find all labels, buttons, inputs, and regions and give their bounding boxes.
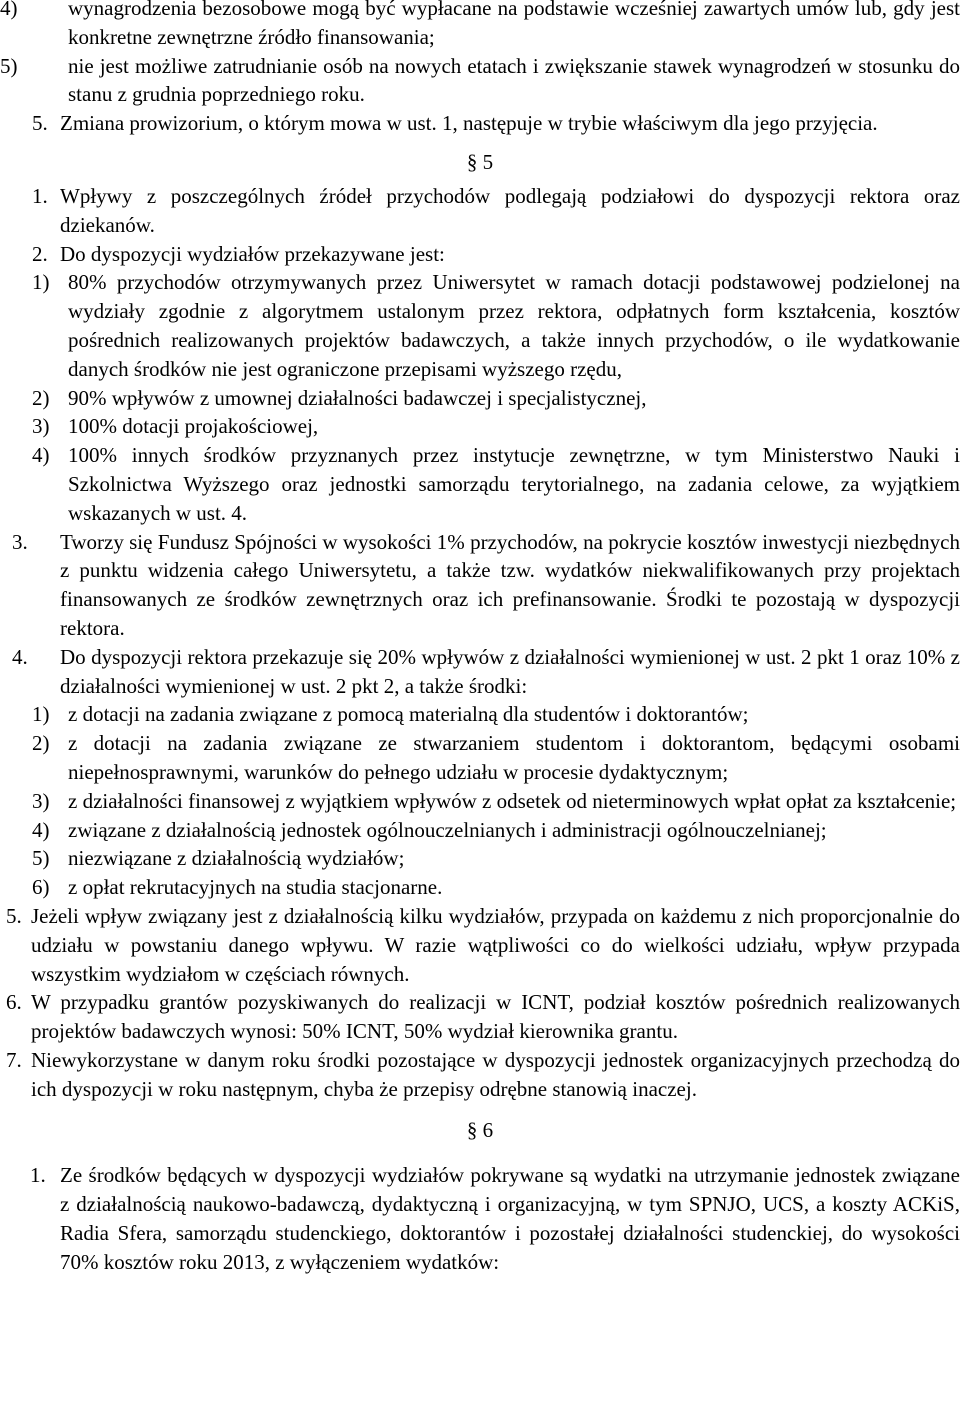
list-item-text: 100% innych środków przyznanych przez instytucje zewnętrzne, w tym Ministerstwo Nauki i Szkolnictwa Wyższego oraz jednostki samorządu terytorialnego, na zadania celowe, za wyjątkiem wskazanych w ust. 4. (68, 443, 960, 525)
point-text: Do dyspozycji wydziałów przekazywane jest: (60, 241, 445, 266)
list-item-number: 2) (32, 385, 50, 410)
numbered-point (0, 182, 960, 240)
point-number: 6. (6, 990, 22, 1015)
section-heading (0, 138, 960, 182)
list-item (0, 412, 960, 441)
list-item-number: 4) (32, 443, 50, 468)
list-item-number: 1) (32, 702, 50, 727)
numbered-point (0, 902, 960, 988)
point-text: Niewykorzystane w danym roku środki pozostające w dyspozycji jednostek organizacyjnych przechodzą do ich dyspozycji w roku następnym, chyba że przepisy odrębne stanowią inaczej. (31, 1047, 960, 1101)
list-item (0, 873, 960, 902)
list-item-number: 2) (32, 731, 50, 756)
numbered-point (0, 1046, 960, 1104)
list-item (0, 816, 960, 845)
list-item-text: nie jest możliwe zatrudnianie osób na nowych etatach i zwiększanie stawek wynagrodzeń w stosunku do stanu z grudnia poprzedniego roku. (68, 53, 960, 107)
list-item-number: 6) (32, 875, 50, 900)
section-sign-icon: § (466, 149, 478, 174)
point-text: Tworzy się Fundusz Spójności w wysokości 1% przychodów, na pokrycie kosztów inwestycji niezbędnych z punktu widzenia całego Uniwersytetu, a także tzw. wydatków niekwalifikowanych przy projektach finansowanych ze środków zewnętrznych oraz ich prefinansowanie. Środki te pozostają w dyspozycji rektora. (60, 529, 960, 640)
list-item-text: 100% dotacji projakościowej, (68, 414, 319, 439)
list-item-number: 4) (32, 817, 50, 842)
section-heading (0, 1103, 960, 1161)
list-item (0, 441, 960, 527)
list-item-text: z działalności finansowej z wyjątkiem wpływów z odsetek od nieterminowych wpłat opłat za kształcenie; (68, 788, 957, 813)
list-item-number: 5) (32, 846, 50, 871)
list-item (0, 729, 960, 787)
list-item (0, 700, 960, 729)
list-item (0, 0, 960, 52)
list-item (0, 52, 960, 110)
list-item (0, 844, 960, 873)
numbered-point (0, 109, 960, 138)
point-text: Do dyspozycji rektora przekazuje się 20% wpływów z działalności wymienionej w ust. 2 pkt 1 oraz 10% z działalności wymienionej w ust. 2 pkt 2, a także środki: (60, 644, 960, 698)
numbered-point (0, 240, 960, 269)
point-text: Jeżeli wpływ związany jest z działalnością kilku wydziałów, przypada on każdemu z nich proporcjonalnie do udziału w powstaniu danego wpływu. W razie wątpliwości co do wielkości udziału, wpływ przypada wszystkim wydziałom w częściach równych. (31, 903, 960, 986)
list-item-text: z opłat rekrutacyjnych na studia stacjonarne. (68, 875, 443, 900)
list-item-text: z dotacji na zadania związane ze stwarzaniem studentom i doktorantom, będącymi osobami niepełnosprawnymi, warunków do pełnego udziału w procesie dydaktycznym; (68, 731, 960, 784)
list-item (0, 268, 960, 383)
point-number: 7. (6, 1047, 22, 1072)
list-item-text: niezwiązane z działalnością wydziałów; (68, 846, 405, 871)
list-item-text: wynagrodzenia bezosobowe mogą być wypłacane na podstawie wcześniej zawartych umów lub, gdy jest konkretne zewnętrzne źródło finansowania; (68, 0, 960, 49)
point-number: 4. (12, 644, 28, 669)
section-sign-icon: § (466, 1118, 478, 1143)
point-text: W przypadku grantów pozyskiwanych do realizacji w ICNT, podział kosztów pośrednich realizowanych projektów badawczych wynosi: 50% ICNT, 50% wydział kierownika grantu. (31, 990, 960, 1044)
numbered-point (0, 988, 960, 1046)
point-text: Ze środków będących w dyspozycji wydziałów pokrywane są wydatki na utrzymanie jednostek związane z działalnością naukowo-badawczą, dydaktyczną i organizacyjną, w tym SPNJO, UCS, a koszty ACKiS, Radia Sfera, samorządu studenckiego, doktorantów i pozostałej działalności studenckiej, do wysokości 70% kosztów roku 2013, z wyłączeniem wydatków: (60, 1163, 960, 1274)
numbered-point (0, 1161, 960, 1276)
list-item-text: 90% wpływów z umownej działalności badawczej i specjalistycznej, (68, 385, 647, 410)
point-number: 1. (30, 1163, 46, 1188)
numbered-point (0, 528, 960, 643)
list-item (0, 384, 960, 413)
section-number: 6 (482, 1118, 494, 1143)
point-text: Zmiana prowizorium, o którym mowa w ust. 1, następuje w trybie właściwym dla jego przyjęcia. (60, 111, 878, 136)
list-item-text: z dotacji na zadania związane z pomocą materialną dla studentów i doktorantów; (68, 702, 749, 727)
point-number: 1. (32, 183, 48, 208)
list-item-number: 1) (32, 270, 50, 295)
point-number: 5. (32, 111, 48, 136)
point-number: 2. (32, 241, 48, 266)
point-number: 3. (12, 529, 28, 554)
list-item-text: związane z działalnością jednostek ogólnouczelnianych i administracji ogólnouczelnianej; (68, 817, 827, 842)
point-text: Wpływy z poszczególnych źródeł przychodów podlegają podziałowi do dyspozycji rektora oraz dziekanów. (60, 183, 960, 237)
list-item-number: 5) (0, 53, 18, 78)
list-item (0, 787, 960, 816)
list-item-number: 4) (0, 0, 18, 20)
list-item-text: 80% przychodów otrzymywanych przez Uniwersytet w ramach dotacji podstawowej podzielonej na wydziały zgodnie z algorytmem ustalonym przez rektora, odpłatnych form kształcenia, kosztów pośrednich realizowanych projektów badawczych, a także innych przychodów, o ile wydatkowanie danych środków nie jest ograniczone przepisami wyższego rzędu, (68, 270, 960, 381)
list-item-number: 3) (32, 788, 50, 813)
numbered-point (0, 643, 960, 701)
point-number: 5. (6, 903, 22, 928)
list-item-number: 3) (32, 414, 50, 439)
section-number: 5 (482, 149, 494, 174)
